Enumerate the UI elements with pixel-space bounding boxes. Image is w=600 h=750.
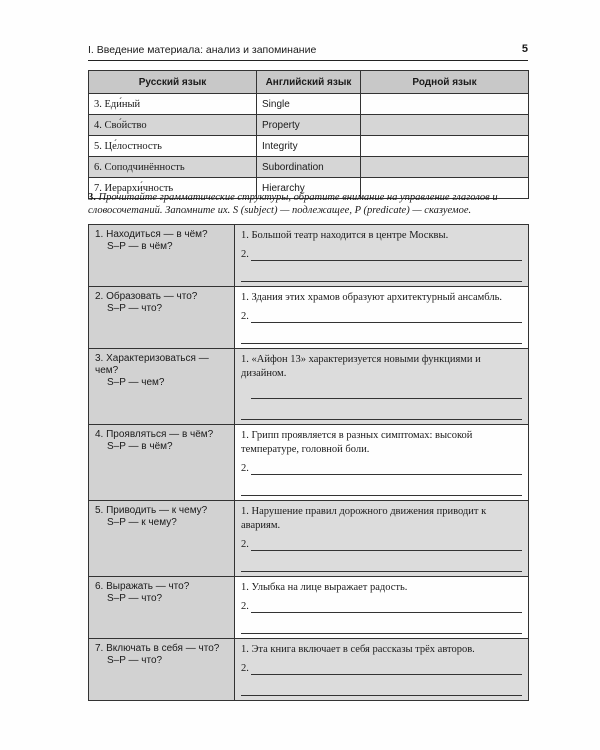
example-cell <box>235 225 529 287</box>
english-term: Integrity <box>257 136 361 157</box>
answer-line[interactable] <box>241 310 522 324</box>
vocabulary-row <box>89 157 529 178</box>
example-sentence: 1. Здания этих храмов образуют архитектурный ансамбль. <box>241 292 502 303</box>
grammar-table <box>88 224 529 701</box>
answer-line-extra[interactable] <box>241 481 522 496</box>
structure-pattern: S–P — в чём? <box>107 441 173 452</box>
answer-line-extra[interactable] <box>241 681 522 696</box>
verb-cell <box>89 501 235 577</box>
structure-pattern: S–P — чем? <box>107 377 165 388</box>
example-cell <box>235 425 529 501</box>
verb-government: 6. Выражать — что? <box>95 581 190 592</box>
example-cell <box>235 501 529 577</box>
answer-line[interactable] <box>241 462 522 476</box>
answer-line[interactable] <box>241 386 522 400</box>
verb-government: 7. Включать в себя — что? <box>95 643 220 654</box>
verb-government: 3. Характеризоваться — чем? <box>95 353 209 376</box>
exercise-instruction <box>88 191 528 217</box>
vocabulary-header-row <box>89 71 529 94</box>
native-term-blank[interactable] <box>361 94 529 115</box>
answer-number: 2. <box>241 463 249 474</box>
structure-pattern: S–P — что? <box>107 655 163 666</box>
verb-cell <box>89 425 235 501</box>
example-sentence: 1. Грипп проявляется в разных симптомах: высокой температуре, головной боли. <box>241 430 473 455</box>
verb-government: 5. Приводить — к чему? <box>95 505 208 516</box>
native-term-blank[interactable] <box>361 115 529 136</box>
col-header-english: Английский язык <box>257 71 361 94</box>
answer-line-extra[interactable] <box>241 619 522 634</box>
col-header-native: Родной язык <box>361 71 529 94</box>
vocabulary-row <box>89 94 529 115</box>
english-term: Property <box>257 115 361 136</box>
verb-cell <box>89 225 235 287</box>
grammar-row <box>89 501 529 577</box>
verb-government: 2. Образовать — что? <box>95 291 198 302</box>
structure-pattern: S–P — что? <box>107 303 163 314</box>
structure-pattern: S–P — что? <box>107 593 163 604</box>
answer-number: 2. <box>241 249 249 260</box>
russian-term: 3. Еди́ный <box>89 94 257 115</box>
grammar-row <box>89 639 529 701</box>
header-title: I. Введение материала: анализ и запоминание <box>88 44 317 56</box>
running-header <box>88 42 528 58</box>
verb-government: 1. Находиться — в чём? <box>95 229 208 240</box>
grammar-row <box>89 349 529 425</box>
answer-number: 2. <box>241 539 249 550</box>
example-cell <box>235 577 529 639</box>
example-cell <box>235 349 529 425</box>
native-term-blank[interactable] <box>361 157 529 178</box>
answer-line[interactable] <box>241 600 522 614</box>
answer-number: 2. <box>241 601 249 612</box>
vocabulary-table <box>88 70 529 199</box>
verb-cell <box>89 577 235 639</box>
english-term: Subordination <box>257 157 361 178</box>
example-sentence: 1. Эта книга включает в себя рассказы трёх авторов. <box>241 644 475 655</box>
col-header-russian: Русский язык <box>89 71 257 94</box>
answer-number: 2. <box>241 663 249 674</box>
verb-cell <box>89 639 235 701</box>
vocabulary-row <box>89 136 529 157</box>
english-term: Hierarchy <box>257 178 361 199</box>
answer-line-extra[interactable] <box>241 557 522 572</box>
russian-term: 4. Сво́йство <box>89 115 257 136</box>
grammar-row <box>89 425 529 501</box>
english-term: Single <box>257 94 361 115</box>
structure-pattern: S–P — в чём? <box>107 241 173 252</box>
answer-line[interactable] <box>241 662 522 676</box>
verb-cell <box>89 349 235 425</box>
answer-number: 2. <box>241 311 249 322</box>
answer-line-extra[interactable] <box>241 267 522 282</box>
example-sentence: 1. «Айфон 13» характеризуется новыми функциями и дизайном. <box>241 354 481 379</box>
grammar-row <box>89 225 529 287</box>
answer-line-extra[interactable] <box>241 329 522 344</box>
example-sentence: 1. Большой театр находится в центре Москвы. <box>241 230 449 241</box>
answer-line[interactable] <box>241 248 522 262</box>
example-cell <box>235 287 529 349</box>
grammar-row <box>89 287 529 349</box>
example-cell <box>235 639 529 701</box>
page-number: 5 <box>521 43 528 55</box>
russian-term: 5. Це́лостность <box>89 136 257 157</box>
exercise-number: 3. <box>88 192 96 203</box>
structure-pattern: S–P — к чему? <box>107 517 177 528</box>
exercise-text: Прочитайте грамматические структуры, обратите внимание на управление глаголов и словосочетаний. Запомните их. S (subject) — подлежащее, P (predicate) — сказуемое. <box>88 192 498 216</box>
native-term-blank[interactable] <box>361 136 529 157</box>
vocabulary-row <box>89 115 529 136</box>
answer-line-extra[interactable] <box>241 405 522 420</box>
answer-line[interactable] <box>241 538 522 552</box>
russian-term: 7. Иерархи́чность <box>89 178 257 199</box>
example-sentence: 1. Нарушение правил дорожного движения приводит к авариям. <box>241 506 487 531</box>
grammar-row <box>89 577 529 639</box>
russian-term: 6. Соподчинённость <box>89 157 257 178</box>
verb-cell <box>89 287 235 349</box>
example-sentence: 1. Улыбка на лице выражает радость. <box>241 582 408 593</box>
verb-government: 4. Проявляться — в чём? <box>95 429 214 440</box>
header-rule <box>88 60 528 61</box>
